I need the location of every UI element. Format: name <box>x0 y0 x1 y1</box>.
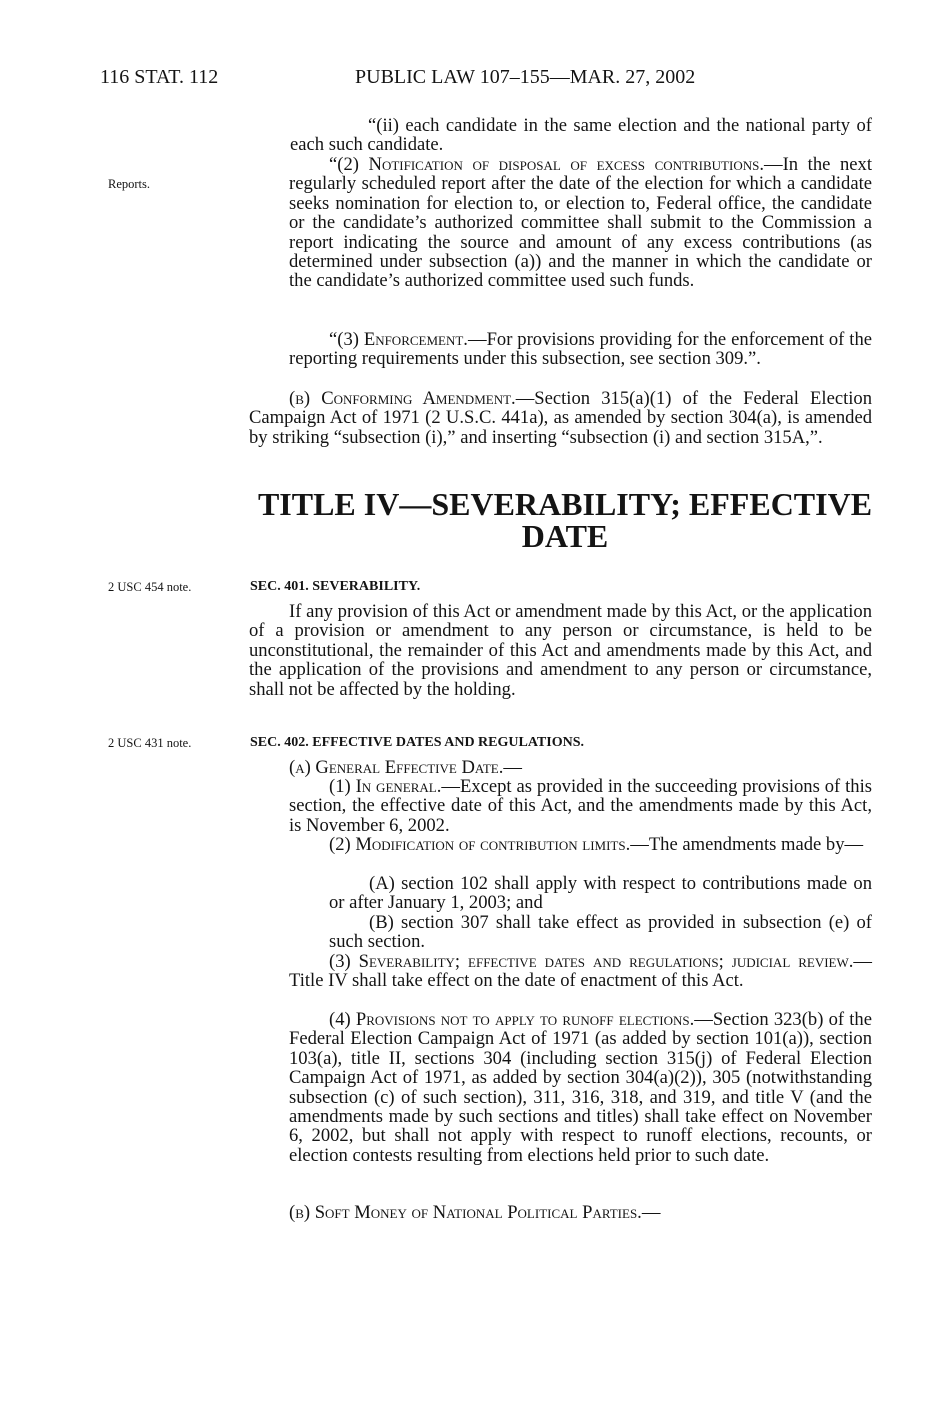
paragraph-3-heading: “(3) Enforcement. <box>329 329 468 350</box>
paragraph-a3-heading: (3) Severability; effective dates and regulations; judicial review. <box>329 951 854 972</box>
page-header <box>0 66 943 96</box>
subsection-b-soft-money <box>249 1203 872 1222</box>
subsection-b-soft-money-text: — <box>641 1202 661 1223</box>
subsection-b-heading: (b) Conforming Amendment. <box>289 388 516 409</box>
paragraph-a2-heading: (2) Modification of contribution limits. <box>329 834 631 855</box>
section-401-text: If any provision of this Act or amendment made by this Act, or the application of a provision or amendment to any person or circumstance, is held to be unconstitutional, the remainder of this Act and amendments made by this Act, and the application of the provisions and amendment to any person or circumstance, shall not be affected by the holding. <box>249 601 872 700</box>
title-iv-heading <box>255 488 875 552</box>
margin-note-usc-454: 2 USC 454 note. <box>108 580 192 594</box>
paragraph-3 <box>289 330 872 369</box>
public-law-reference: PUBLIC LAW 107–155—MAR. 27, 2002 <box>355 66 696 88</box>
subsection-a-text: — <box>503 757 522 778</box>
margin-note-usc-431: 2 USC 431 note. <box>108 736 192 750</box>
title-line-1: TITLE IV—SEVERABILITY; EFFECTIVE <box>257 486 873 522</box>
subsection-b-soft-money-heading: (b) Soft Money of National Political Parties. <box>289 1202 642 1223</box>
subparagraph-B: (B) section 307 shall take effect as provided in subsection (e) of such section. <box>329 912 872 953</box>
paragraph-a4-text: —Section 323(b) of the Federal Election Campaign Act of 1971 (as added by section 101(a)), section 103(a), title II, sections 304 (including section 315(j) of Federal Election Campaign Act of 1971, as added by section 304(a)(2)), 305 (notwithstanding subsection (c) of such section), 311, 316, 318, and 319, and title V (and the amendments made by such sections and titles) shall take effect on November 6, 2002, but shall not apply with respect to runoff elections, recounts, or election contests resulting from elections held prior to such date. <box>289 1009 872 1166</box>
statute-reference: 116 STAT. 112 <box>100 66 219 88</box>
paragraph-a4-heading: (4) Provisions not to apply to runoff elections. <box>329 1009 695 1030</box>
section-401-heading: SEC. 401. SEVERABILITY. <box>250 579 421 594</box>
paragraph-a1-text: —Except as provided in the succeeding provisions of this section, the effective date of this Act, and the amendments made by this Act, is November 6, 2002. <box>289 776 872 836</box>
paragraph-2-heading: “(2) Notification of disposal of excess contributions. <box>329 154 764 175</box>
title-line-2: DATE <box>521 518 609 554</box>
paragraph-a2-text: —The amendments made by— <box>630 834 864 855</box>
subsection-a-heading: (a) General Effective Date. <box>289 757 504 778</box>
subsection-b-conforming <box>249 389 872 447</box>
section-402-heading: SEC. 402. EFFECTIVE DATES AND REGULATIONS. <box>250 735 584 750</box>
margin-note-reports: Reports. <box>108 177 151 191</box>
subsection-b-text: —Section 315(a)(1) of the Federal Election Campaign Act of 1971 (2 U.S.C. 441a), as amended by section 304(a), is amended by striking “subsection (i),” and inserting “subsection (i) and section 315A,”. <box>249 388 873 448</box>
clause-ii: “(ii) each candidate in the same election and the national party of each such candidate. <box>290 115 872 156</box>
paragraph-3-text: —For provisions providing for the enforcement of the reporting requirements under this subsection, see section 309.”. <box>289 329 872 370</box>
paragraph-a1 <box>289 777 872 835</box>
paragraph-a2 <box>289 835 872 854</box>
subparagraph-A: (A) section 102 shall apply with respect to contributions made on or after January 1, 2003; and <box>329 873 872 914</box>
paragraph-a3-text: —Title IV shall take effect on the date of enactment of this Act. <box>289 951 872 992</box>
paragraph-a1-heading: (1) In general. <box>329 776 442 797</box>
paragraph-a3 <box>289 952 872 991</box>
paragraph-a4 <box>289 1010 872 1165</box>
paragraph-2-text: —In the next regularly scheduled report after the date of the election for which a candidate seeks nomination for election to, or election to, Federal office, the candidate or the candidate’s authorized committee shall submit to the Commission a report indicating the source and amount of any excess contributions (as determined under subsection (a)) and the manner in which the candidate or the candidate’s authorized committee used such funds. <box>289 154 872 292</box>
paragraph-2 <box>289 155 872 291</box>
subsection-a-general <box>249 758 872 777</box>
